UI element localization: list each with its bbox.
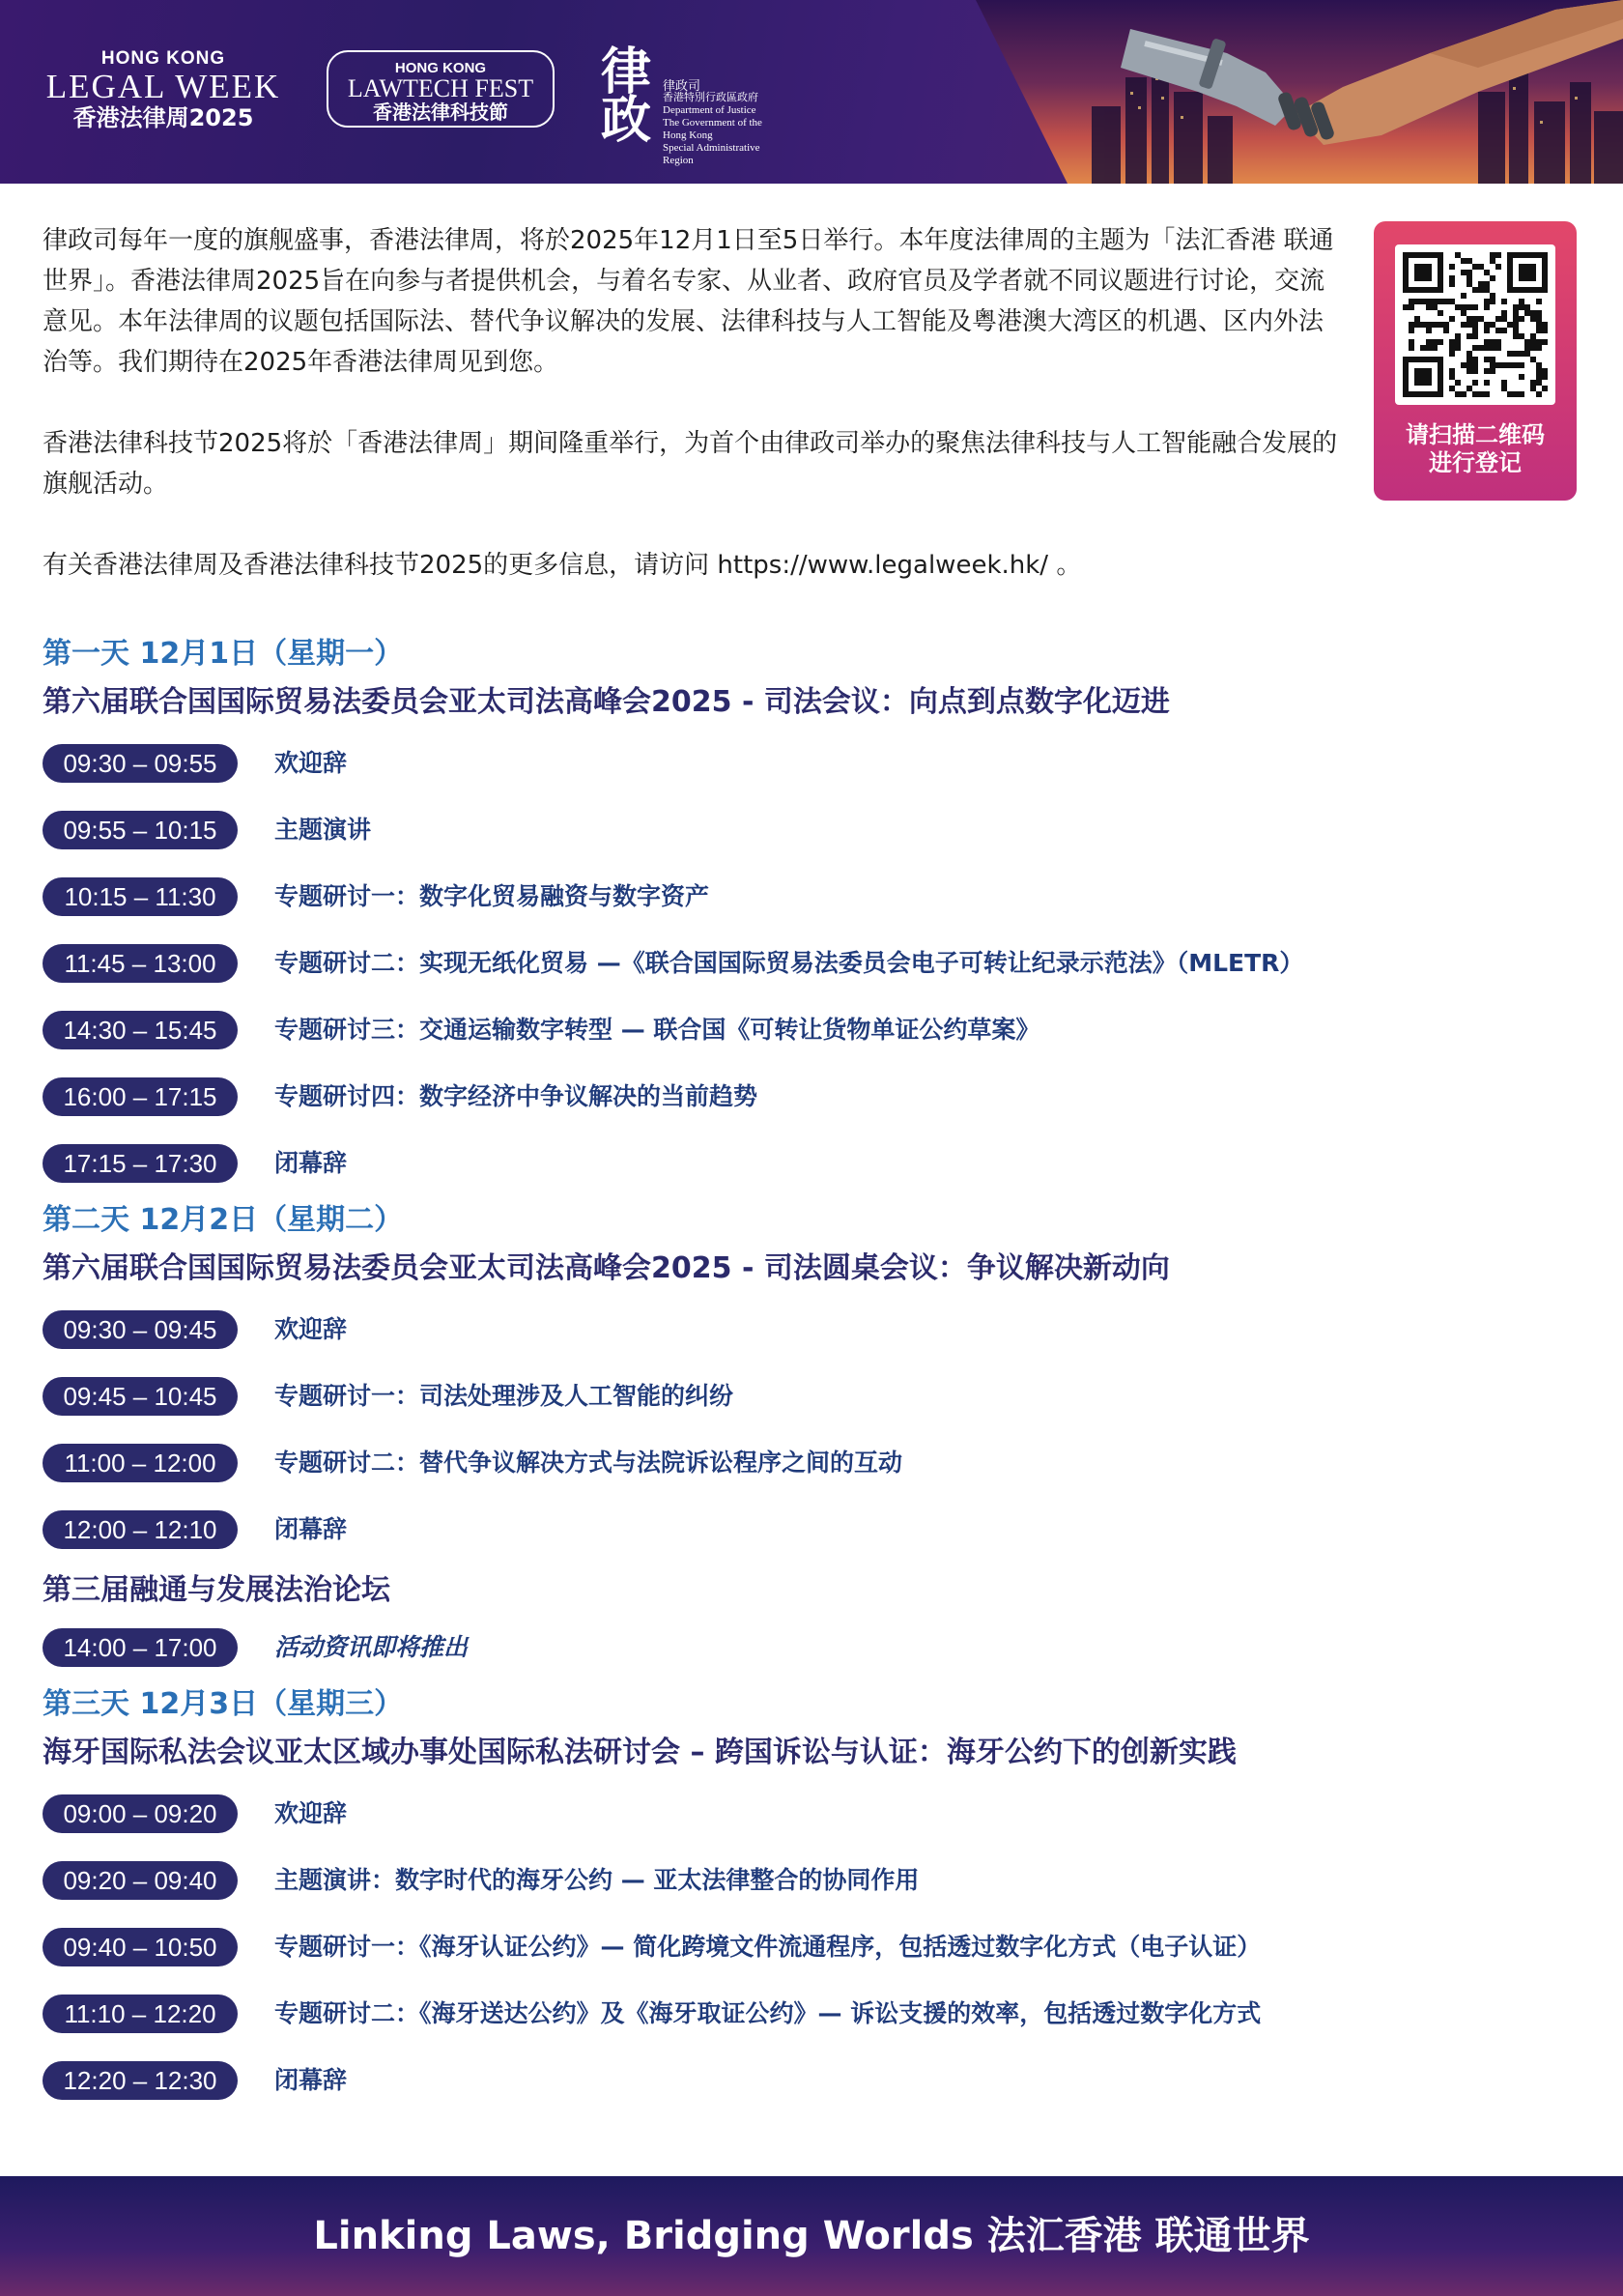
- qr-label: 请扫描二维码 进行登记: [1406, 421, 1545, 476]
- schedule-row: [43, 1303, 1588, 1369]
- header-banner: [0, 0, 1623, 184]
- schedule-row: [43, 1136, 1588, 1194]
- doj-seal-icon: 律 政: [601, 43, 652, 150]
- session-title: 闭幕辞: [274, 2066, 348, 2094]
- time-pill: 11:00 – 12:00: [43, 1444, 238, 1482]
- schedule-row: [43, 1070, 1588, 1136]
- session-title: 欢迎辞: [274, 1799, 348, 1827]
- schedule-row: [43, 1853, 1588, 1920]
- event-title: 第六届联合国国际贸易法委员会亚太司法高峰会2025 - 司法圆桌会议：争议解决新动向: [43, 1251, 1170, 1285]
- schedule-row: [43, 1436, 1588, 1503]
- session-title: 欢迎辞: [274, 1315, 348, 1343]
- session-title: 欢迎辞: [274, 749, 348, 777]
- logo-line: HONG KONG: [100, 48, 226, 69]
- session-title: 专题研讨四：数字经济中争议解决的当前趋势: [274, 1082, 758, 1110]
- schedule-row: [43, 2053, 1588, 2120]
- time-pill: 12:20 – 12:30: [43, 2061, 238, 2100]
- schedule-row: [43, 1369, 1588, 1436]
- header-handshake-image: [976, 0, 1623, 184]
- time-pill: 10:15 – 11:30: [43, 877, 238, 916]
- schedule-row: [43, 1503, 1588, 1561]
- session-title: 专题研讨一：《海牙认证公约》— 简化跨境文件流通程序，包括透过数字化方式（电子认证）: [274, 1933, 1262, 1961]
- event-title: 第六届联合国国际贸易法委员会亚太司法高峰会2025 - 司法会议：向点到点数字化迈进: [43, 685, 1170, 719]
- time-pill: 12:00 – 12:10: [43, 1510, 238, 1549]
- schedule-row: [43, 936, 1588, 1003]
- intro-paragraph: 有关香港法律周及香港法律科技节2025的更多信息，请访问 https://www.legalweek.hk/ 。: [43, 551, 1082, 580]
- session-title: 专题研讨二：实现无纸化贸易 —《联合国国际贸易法委员会电子可转让纪录示范法》（MLETR）: [274, 949, 1304, 977]
- time-pill: 09:20 – 09:40: [43, 1861, 238, 1900]
- day-title: 第二天 12月2日（星期二）: [43, 1203, 404, 1237]
- intro-paragraph: 香港法律科技节2025将於「香港法律周」期间隆重举行，为首个由律政司举办的聚焦法律科技与人工智能融合发展的旗舰活动。: [43, 429, 1338, 499]
- logo-line: LAWTECH FEST: [347, 74, 534, 102]
- schedule-row: [43, 1920, 1588, 1987]
- time-pill: 16:00 – 17:15: [43, 1077, 238, 1116]
- day-title: 第一天 12月1日（星期一）: [43, 637, 404, 671]
- department-of-justice-logo: [601, 43, 784, 166]
- intro-paragraph: 律政司每年一度的旗舰盛事，香港法律周，将於2025年12月1日至5日举行。本年度法律周的主题为「法汇香港 联通世界」。香港法律周2025旨在向参与者提供机会，与着名专家、从业者、政府官员及学者就不同议题进行讨论，交流意见。本年法律周的议题包括国际法、替代争议解决的发展、法律科技与人工智能及粤港澳大湾区的机遇、区内外法治等。我们期待在2025年香港法律周见到您。: [43, 226, 1334, 377]
- session-title: 专题研讨三：交通运输数字转型 — 联合国《可转让货物单证公约草案》: [274, 1016, 1040, 1044]
- schedule-row: [43, 1787, 1588, 1853]
- qr-code-icon: [1403, 252, 1548, 397]
- time-pill: 11:10 – 12:20: [43, 1995, 238, 2033]
- handshake-city-illustration: [976, 0, 1623, 184]
- event-title: 第三届融通与发展法治论坛: [43, 1573, 390, 1607]
- time-pill: 17:15 – 17:30: [43, 1144, 238, 1183]
- day-title: 第三天 12月3日（星期三）: [43, 1687, 404, 1721]
- time-pill: 09:30 – 09:45: [43, 1310, 238, 1349]
- session-title: 活动资讯即将推出: [274, 1633, 469, 1661]
- footer-slogan: Linking Laws, Bridging Worlds 法汇香港 联通世界: [313, 2214, 1310, 2258]
- time-pill: 14:00 – 17:00: [43, 1628, 238, 1667]
- schedule-row: [43, 1621, 1588, 1679]
- doj-text: 律政司 香港特別行政區政府 Department of Justice The Government of the Hong Kong Special Administrative Region: [663, 78, 762, 166]
- time-pill: 09:45 – 10:45: [43, 1377, 238, 1416]
- session-title: 闭幕辞: [274, 1149, 348, 1177]
- intro-text: [43, 220, 1342, 626]
- footer-banner: [0, 2176, 1623, 2296]
- session-title: 专题研讨一：数字化贸易融资与数字资产: [274, 882, 710, 910]
- schedule-row: [43, 803, 1588, 870]
- time-pill: 09:00 – 09:20: [43, 1794, 238, 1833]
- time-pill: 11:45 – 13:00: [43, 944, 238, 983]
- session-title: 主题演讲：数字时代的海牙公约 — 亚太法律整合的协同作用: [274, 1866, 920, 1894]
- time-pill: 09:40 – 10:50: [43, 1928, 238, 1966]
- schedule-row: [43, 1003, 1588, 1070]
- time-pill: 09:55 – 10:15: [43, 811, 238, 849]
- session-title: 专题研讨二：《海牙送达公约》及《海牙取证公约》— 诉讼支援的效率，包括透过数字化方式: [274, 1999, 1262, 2027]
- qr-code[interactable]: [1395, 244, 1555, 405]
- time-pill: 09:30 – 09:55: [43, 744, 238, 783]
- lawtech-fest-logo: [327, 50, 555, 128]
- event-title: 海牙国际私法会议亚太区域办事处国际私法研讨会 – 跨国诉讼与认证：海牙公约下的创新实践: [43, 1736, 1237, 1769]
- schedule-row: [43, 870, 1588, 936]
- legal-week-logo: [43, 48, 284, 131]
- session-title: 闭幕辞: [274, 1515, 348, 1543]
- logo-line: 香港法律科技節: [373, 100, 508, 124]
- registration-qr-card[interactable]: [1374, 221, 1577, 501]
- session-title: 专题研讨二：替代争议解决方式与法院诉讼程序之间的互动: [274, 1449, 903, 1477]
- logo-line: HONG KONG: [394, 60, 487, 76]
- logo-line: 香港法律周2025: [72, 104, 254, 131]
- time-pill: 14:30 – 15:45: [43, 1011, 238, 1049]
- session-title: 主题演讲: [274, 816, 372, 844]
- schedule: [43, 628, 1588, 2120]
- logo-line: LEGAL WEEK: [45, 68, 281, 105]
- schedule-row: [43, 736, 1588, 803]
- session-title: 专题研讨一：司法处理涉及人工智能的纠纷: [274, 1382, 734, 1410]
- schedule-row: [43, 1987, 1588, 2053]
